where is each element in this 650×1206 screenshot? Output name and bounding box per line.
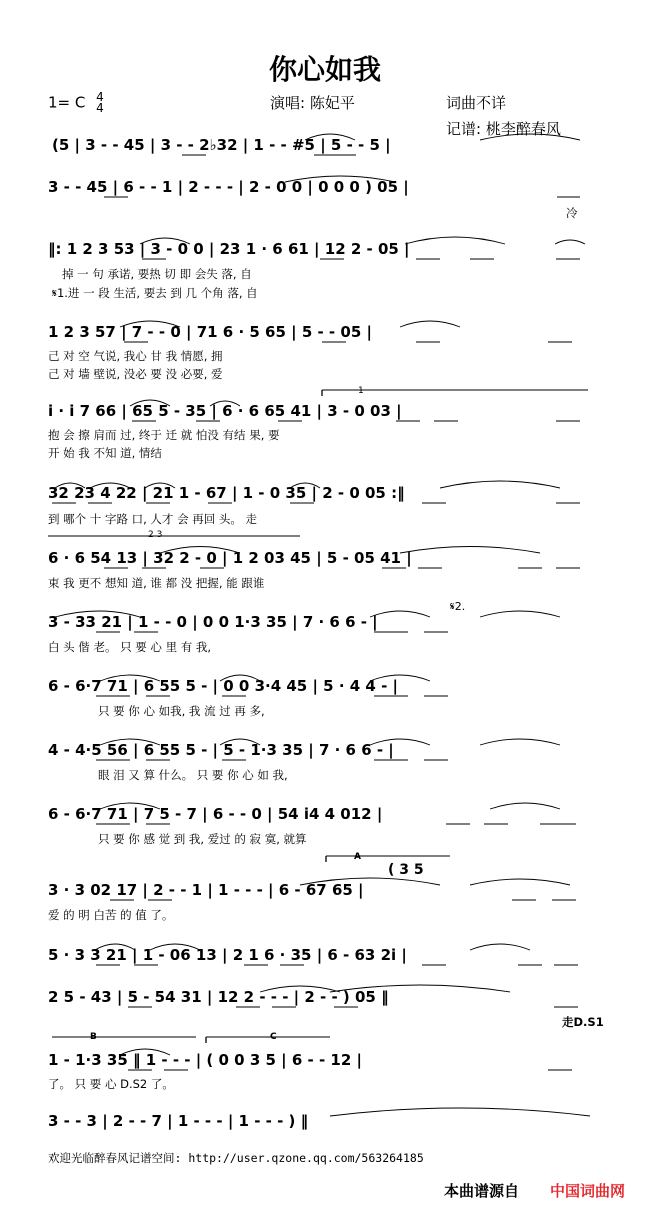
lyric-row-14: 走D.S1: [562, 1015, 604, 1029]
notation-row-4: 1 2 3 57 | 7 - - 0 | 71 6 · 5 65 | 5 - - 05 |: [48, 323, 372, 341]
time-top: 4: [96, 90, 104, 104]
lyric-row-3b: 𝄋1.进 一 段 生活, 要去 到 几 个角 落, 自: [52, 286, 258, 300]
notation-row-7: 6 · 6 54 13 | 32 2 - 0 | 1 2 03 45 | 5 - 05 41 |: [48, 549, 412, 567]
segno-2-label: 𝄋2.: [450, 600, 466, 613]
time-bottom: 4: [96, 101, 104, 115]
coda-c-label: C: [270, 1032, 277, 1042]
transcriber-credit: 记谱: 桃李醉春风: [446, 120, 561, 138]
lyric-row-5b: 开 始 我 不知 道, 情结: [48, 446, 162, 460]
lyric-row-7: 束 我 更不 想知 道, 谁 都 没 把握, 能 跟谁: [48, 576, 265, 590]
notation-row-16: 3 - - 3 | 2 - - 7 | 1 - - - | 1 - - - ) ‖: [48, 1112, 309, 1130]
composer-credit: 词曲不详: [446, 94, 507, 112]
lyric-row-2: 冷: [566, 206, 578, 220]
notation-row-12: 3 · 3 02 17 | 2 - - 1 | 1 - - - | 6 - 67 65 |: [48, 881, 364, 899]
notation-row-9: 6 - 6·7 71 | 6 55 5 - | 0 0 3·4 45 | 5 · 4 4 - |: [48, 677, 398, 695]
site-name[interactable]: 中国词曲网: [550, 1182, 626, 1200]
notation-row-8: 3 - 33 21 | 1 - - 0 | 0 0 1·3 35 | 7 · 6 6 - |: [48, 613, 378, 631]
coda-a-notes: ( 3 5: [388, 862, 424, 878]
lyric-row-3a: 掉 一 句 承诺, 要热 切 即 会失 落, 自: [62, 267, 252, 281]
lyric-row-4a: 己 对 空 气说, 我心 甘 我 情愿, 拥: [48, 349, 223, 363]
lyric-row-6: 到 哪个 十 字路 口, 人才 会 再回 头。 走: [48, 512, 258, 526]
notation-row-10: 4 - 4·5 56 | 6 55 5 - | 5 - 1·3 35 | 7 · 6 6 - |: [48, 741, 394, 759]
notation-row-3: ‖: 1 2 3 53 | 3 - 0 0 | 23 1 · 6 61 | 12 2 - 05 |: [48, 240, 410, 258]
notation-row-11: 6 - 6·7 71 | 7 5 - 7 | 6 - - 0 | 54 i4 4 012 |: [48, 805, 383, 823]
lyric-row-12: 爱 的 明 白苦 的 值 了。: [48, 908, 174, 922]
notation-row-5: i · i 7 66 | 65 5 - 35 | 6 · 6 65 41 | 3 - 0 03 |: [48, 402, 402, 420]
coda-a-label: A: [354, 852, 361, 862]
song-title: 你心如我: [268, 53, 381, 86]
lyric-row-5a: 抱 会 擦 肩而 过, 终于 迁 就 怕没 有结 果, 要: [48, 428, 280, 442]
notation-row-6: 32 23 4 22 | 21 1 - 67 | 1 - 0 35 | 2 - 0 05 :‖: [48, 484, 405, 502]
notation-row-14: 2 5 - 43 | 5 - 54 31 | 12 2 - - - | 2 - - ) 05 ‖: [48, 988, 389, 1006]
source-label: 本曲谱源自: [444, 1182, 520, 1200]
lyric-row-10: 眼 泪 又 算 什么。 只 要 你 心 如 我,: [98, 768, 288, 782]
lyric-row-15: 了。 只 要 心 D.S2 了。: [48, 1077, 174, 1091]
lyric-row-8: 白 头 偕 老。 只 要 心 里 有 我,: [48, 640, 212, 654]
notation-row-2: 3 - - 45 | 6 - - 1 | 2 - - - | 2 - 0 0 | 0 0 0 ) 05 |: [48, 178, 409, 196]
notation-row-15: 1 - 1·3 35 ‖ 1 - - - | ( 0 0 3 5 | 6 - - 12 |: [48, 1051, 362, 1069]
footer-note: 欢迎光临醉春风记谱空间: http://user.qzone.qq.com/563264185: [48, 1151, 424, 1165]
notation-row-1: (5 | 3 - - 45 | 3 - - 2♭32 | 1 - - #5 | 5 - - 5 |: [52, 136, 391, 154]
lyric-row-4b: 己 对 墙 壁说, 没必 要 没 必要, 爱: [48, 367, 223, 381]
notation-row-13: 5 · 3 3 21 | 1 - 06 13 | 2 1 6 · 35 | 6 - 63 2i |: [48, 946, 407, 964]
key-label: 1= C: [48, 93, 86, 112]
singer-credit: 演唱: 陈妃平: [270, 94, 355, 112]
lyric-row-11: 只 要 你 感 觉 到 我, 爱过 的 寂 寞, 就算: [98, 832, 307, 846]
volta-23-label: 2 3: [148, 530, 163, 540]
volta-1-label: 1: [358, 386, 364, 396]
lyric-row-9: 只 要 你 心 如我, 我 流 过 再 多,: [98, 704, 265, 718]
coda-b-label: B: [90, 1032, 97, 1042]
